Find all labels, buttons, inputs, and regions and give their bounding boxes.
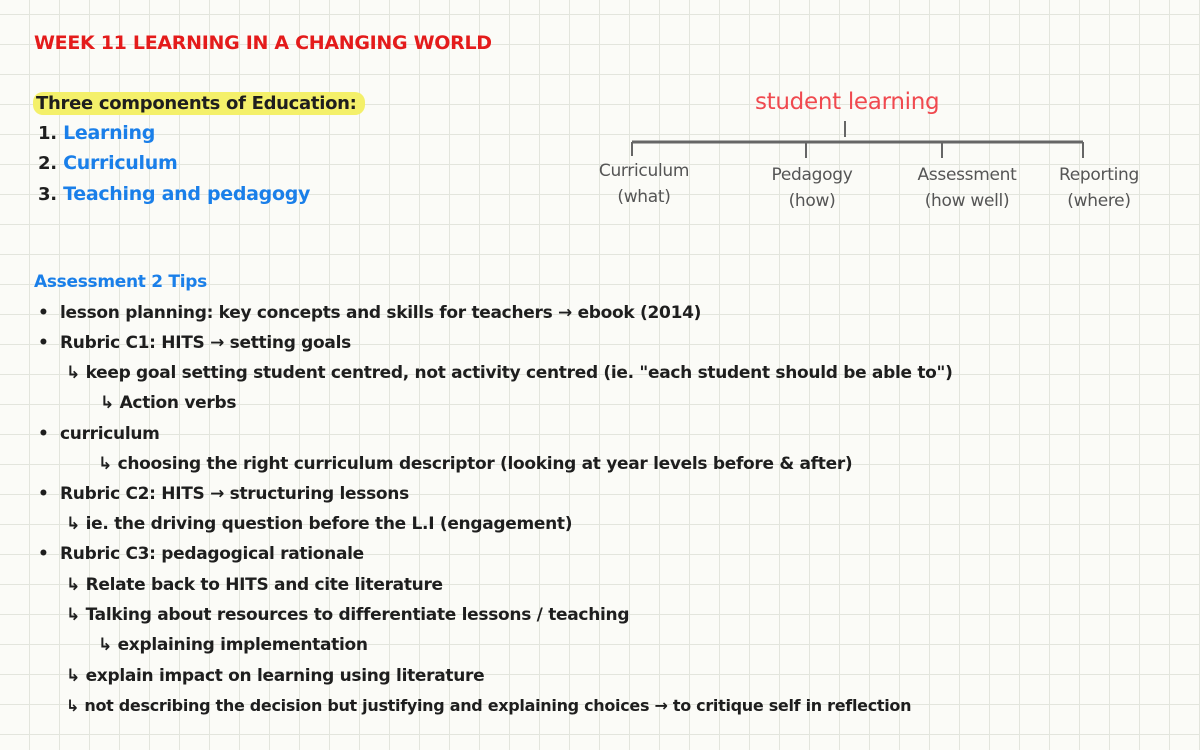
list-number: 2. <box>38 153 57 174</box>
list-number: 1. <box>38 123 57 144</box>
bullet-dot: • <box>38 424 49 444</box>
tip-line: ↳ Action verbs <box>100 393 237 413</box>
branch-label: Reporting <box>1059 165 1139 185</box>
tips-heading: Assessment 2 Tips <box>34 272 207 292</box>
tip-line: ↳ Relate back to HITS and cite literature <box>66 575 443 595</box>
tip-text: Rubric C3: pedagogical rationale <box>60 544 364 564</box>
tip-line <box>38 544 364 564</box>
tip-text: lesson planning: key concepts and skills for teachers → ebook (2014) <box>60 303 702 323</box>
branch-sub: (how well) <box>924 191 1010 211</box>
tip-line: ↳ Talking about resources to differentiate lessons / teaching <box>66 605 630 625</box>
branch-sub: (what) <box>617 187 671 207</box>
list-label: Curriculum <box>63 152 178 174</box>
diagram-branch <box>1046 162 1152 214</box>
bullet-dot: • <box>38 544 49 564</box>
diagram-root: student learning <box>755 89 940 115</box>
branch-sub: (where) <box>1067 191 1131 211</box>
page-title: WEEK 11 LEARNING IN A CHANGING WORLD <box>34 32 492 54</box>
tip-line <box>38 303 701 323</box>
diagram-branch <box>902 162 1032 214</box>
list-label: Teaching and pedagogy <box>63 183 311 205</box>
branch-sub: (how) <box>788 191 836 211</box>
branch-label: Assessment <box>917 165 1017 185</box>
tip-line <box>38 484 409 504</box>
components-heading: Three components of Education: <box>33 92 365 115</box>
tip-text: curriculum <box>60 424 160 444</box>
list-label: Learning <box>63 122 156 144</box>
bullet-dot: • <box>38 303 49 323</box>
tip-line: ↳ not describing the decision but justifying and explaining choices → to critique self in reflection <box>66 696 912 715</box>
tip-text: Rubric C1: HITS → setting goals <box>60 333 351 353</box>
bullet-dot: • <box>38 333 49 353</box>
bullet-dot: • <box>38 484 49 504</box>
branch-label: Pedagogy <box>771 165 853 185</box>
tip-line: ↳ keep goal setting student centred, not activity centred (ie. "each student should be able to") <box>66 363 953 383</box>
tip-line: ↳ explaining implementation <box>98 635 368 655</box>
tip-line <box>38 333 351 353</box>
diagram-branch <box>762 162 862 214</box>
branch-label: Curriculum <box>598 161 690 181</box>
tip-line: ↳ choosing the right curriculum descriptor (looking at year levels before & after) <box>98 454 853 474</box>
tip-line <box>38 424 160 444</box>
tip-line: ↳ ie. the driving question before the L.I (engagement) <box>66 514 573 534</box>
list-number: 3. <box>38 184 57 205</box>
tip-text: Rubric C2: HITS → structuring lessons <box>60 484 409 504</box>
diagram-branch <box>584 158 704 210</box>
tip-line: ↳ explain impact on learning using literature <box>66 666 485 686</box>
